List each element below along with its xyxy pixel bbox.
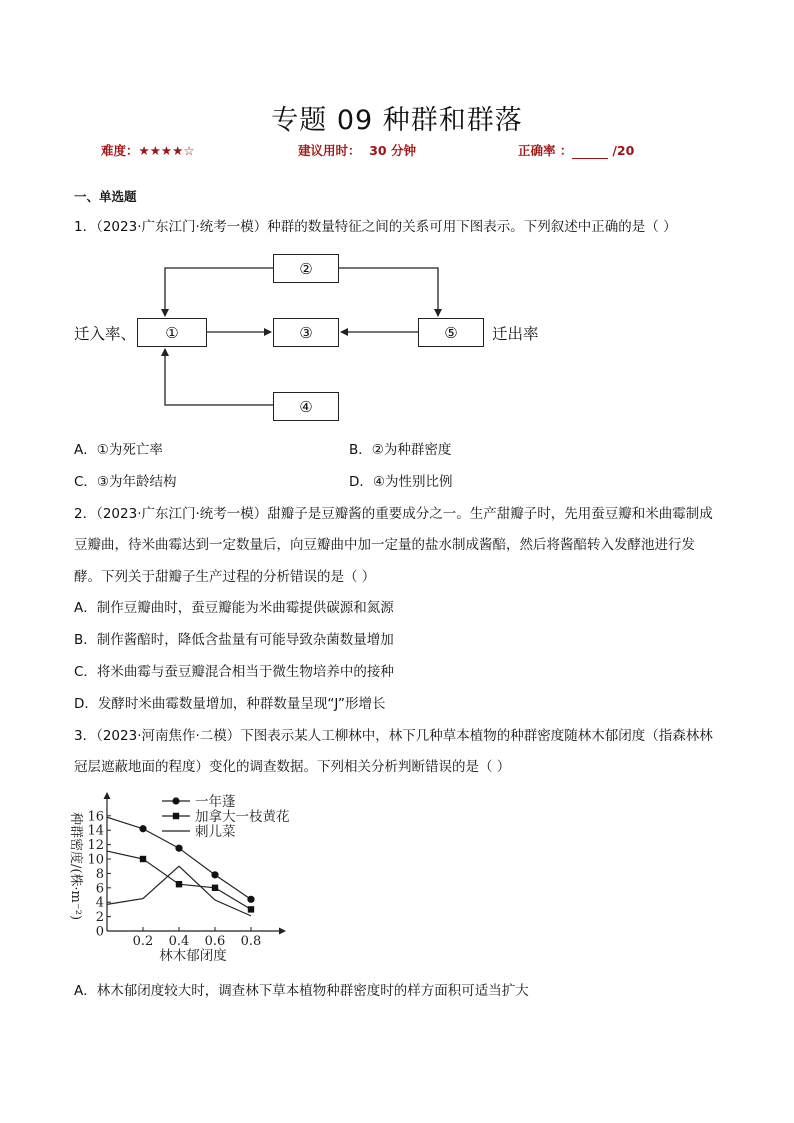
q2-option-c: C．将米曲霉与蚕豆瓣混合相当于微生物培养中的接种 [74,664,394,680]
density-chart [60,788,340,968]
time-label: 建议用时： [298,143,361,158]
data-point [212,885,218,891]
label-immigration: 迁入率、 [74,325,137,343]
time-value: 30 分钟 [369,143,416,158]
x-tick-label: 0.2 [132,934,154,949]
x-tick-label: 0.8 [240,934,262,949]
arrow-4-to-1 [165,349,273,405]
data-point [139,825,146,832]
x-tick-label: 0.4 [168,934,190,949]
y-tick-label: 12 [87,838,104,854]
q3-chart [60,788,340,968]
y-tick-label: 4 [95,895,104,911]
q1-diagram [60,248,560,426]
difficulty-label: 难度： [101,143,139,158]
q3-option-a: A．林木郁闭度较大时，调查林下草本植物种群密度时的样方面积可适当扩大 [74,983,529,999]
accuracy-total: /20 [612,143,635,158]
q2-line-3: 酵。下列关于甜瓣子生产过程的分析错误的是（ ） [74,569,376,585]
q3-line-2: 冠层遮蔽地面的程度）变化的调查数据。下列相关分析判断错误的是（ ） [74,759,511,775]
box-5: ⑤ [418,318,484,347]
legend-marker [172,797,179,804]
data-point [176,881,182,887]
difficulty [101,141,195,159]
box-2: ② [273,254,339,283]
q1-option-b: B．②为种群密度 [349,442,452,458]
x-axis-label: 林木郁闭度 [159,948,227,964]
arrow-2-to-5 [339,268,438,316]
legend-label: 一年蓬 [195,794,236,810]
q1-stem: 1．（2023·广东江门·统考一模）种群的数量特征之间的关系可用下图表示。下列叙述中正确的是（ ） [74,219,677,235]
x-tick-label: 0.6 [204,934,226,949]
y-tick-label: 2 [95,910,104,926]
difficulty-stars: ★★★★☆ [138,143,195,158]
legend-label: 加拿大一枝黄花 [195,809,290,825]
q2-option-d: D．发酵时米曲霉数量增加，种群数量呈现“J”形增长 [74,696,386,712]
q2-line-2: 豆瓣曲，待米曲霉达到一定数量后，向豆瓣曲中加一定量的盐水制成酱醅，然后将酱醅转入发酵池进行发 [74,537,695,553]
label-emigration: 迁出率 [492,325,539,343]
q2-line-1: 2．（2023·广东江门·统考一模）甜瓣子是豆瓣酱的重要成分之一。生产甜瓣子时，先用蚕豆瓣和米曲霉制成 [74,506,713,522]
q1-option-c: C．③为年龄结构 [74,474,177,490]
y-tick-label: 6 [95,881,104,897]
box-4: ④ [273,392,339,421]
arrow-2-to-1 [165,268,273,316]
q3-line-1: 3．（2023·河南焦作·二模）下图表示某人工柳林中，林下几种草本植物的种群密度随林木郁闭度（指森林林 [74,728,713,744]
q1-option-a: A．①为死亡率 [74,442,163,458]
page-title: 专题 09 种群和群落 [271,105,523,136]
y-tick-label: 14 [87,823,104,839]
y-tick-label: 8 [95,866,104,882]
q1-option-d: D．④为性别比例 [349,474,453,490]
legend-marker [173,813,179,819]
y-tick-label: 10 [87,852,104,868]
box-3: ③ [273,318,339,347]
accuracy-label: 正确率 ： [518,143,573,158]
q2-option-b: B．制作酱醅时，降低含盐量有可能导致杂菌数量增加 [74,632,394,648]
box-1: ① [137,318,207,347]
data-point [247,896,254,903]
data-point [211,871,218,878]
accuracy-blank [572,146,608,159]
section-title: 一、单选题 [74,189,137,204]
data-point [140,856,146,862]
legend-label: 刺儿菜 [195,824,236,840]
accuracy [518,141,634,159]
data-point [175,845,182,852]
data-point [248,906,254,912]
suggested-time [298,141,416,159]
series-line [107,866,251,916]
y-tick-label: 0 [95,924,104,940]
y-tick-label: 16 [87,809,104,825]
y-axis-label: 种群密度/(株·m⁻²) [68,811,83,921]
q2-option-a: A．制作豆瓣曲时，蚕豆瓣能为米曲霉提供碳源和氮源 [74,600,394,616]
